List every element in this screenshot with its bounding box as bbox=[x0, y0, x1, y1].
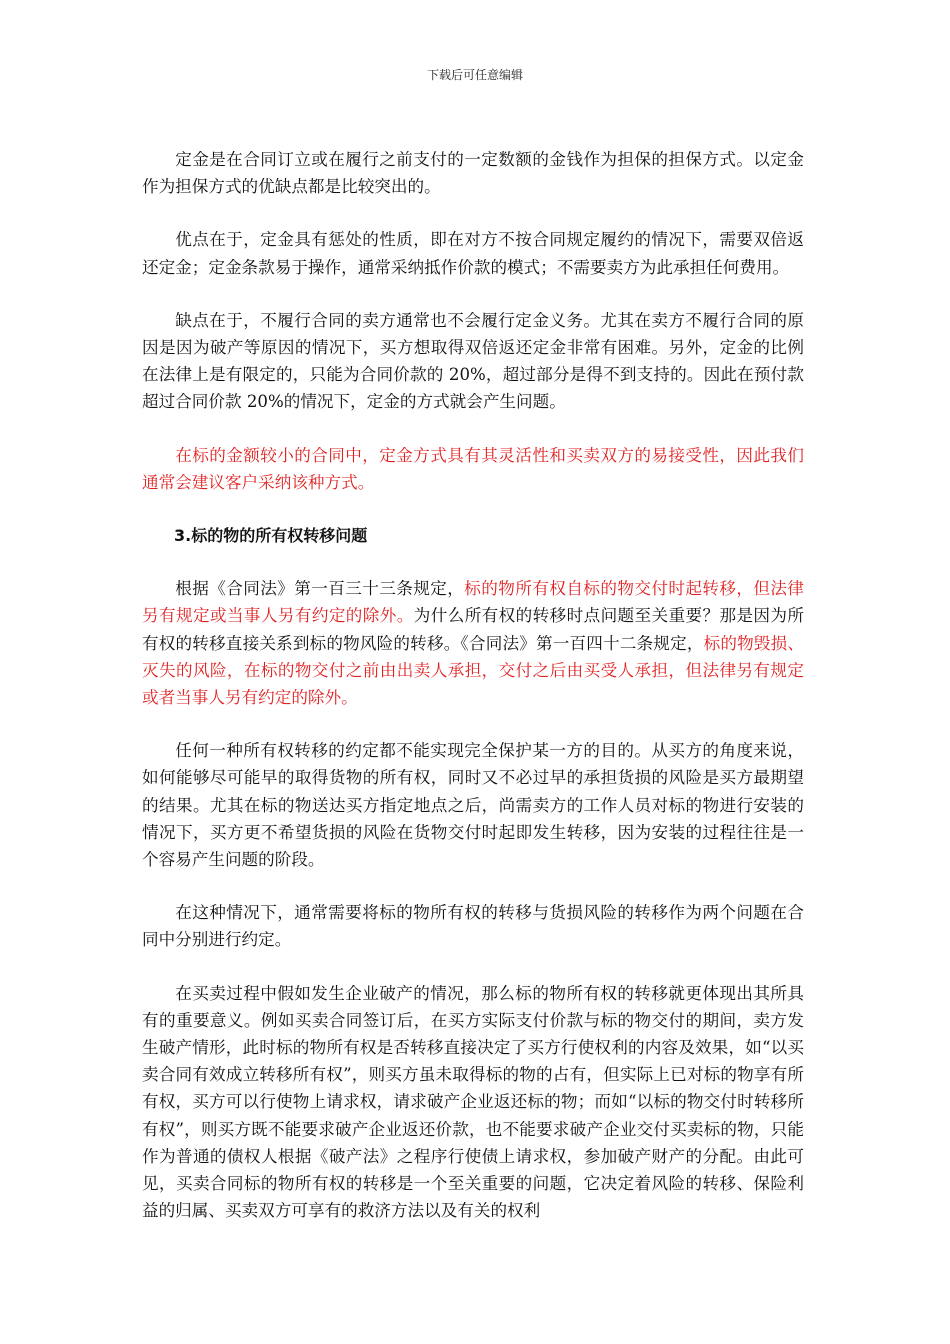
section-heading: 3.标的物的所有权转移问题 bbox=[174, 526, 368, 546]
text-segment: 优点在于，定金具有惩处的性质，即在对方不按合同规定履约的情况下，需要双倍返还定金；定金条款易于操作，通常采纳抵作价款的模式；不需要卖方为此承担任何费用。 bbox=[142, 230, 804, 277]
text-segment: 在标的金额较小的合同中，定金方式具有其灵活性和买卖双方的易接受性，因此我们通常会建议客户采纳该种方式。 bbox=[142, 445, 804, 492]
paragraph-group-deposit bbox=[142, 146, 804, 496]
text-segment: 标的物所有权自标的物交付时起转移，但法律另有规定或当事人另有约定的除外。 bbox=[142, 579, 805, 626]
paragraph-p6 bbox=[142, 737, 804, 873]
page-header: 下载后可任意编辑 bbox=[426, 68, 523, 82]
text-segment: 任何一种所有权转移的约定都不能实现完全保护某一方的目的。从买方的角度来说，如何能够尽可能早的取得货物的所有权，同时又不必过早的承担货损的风险是买方最期望的结果。尤其在标的物送达买方指定地点之后，尚需卖方的工作人员对标的物进行安装的情况下，买方更不希望货损的风险在货物交付时起即发生转移，因为安装的过程往往是一个容易产生问题的阶段。 bbox=[142, 741, 804, 870]
text-segment: 标的物毁损、灭失的风险，在标的物交付之前由出卖人承担，交付之后由买受人承担，但法律另有规定或者当事人另有约定的除外。 bbox=[142, 633, 804, 708]
text-segment: 为什么所有权的转移时点问题至关重要？那是因为所有权的转移直接关系到标的物风险的转移。《合同法》第一百四十二条规定， bbox=[142, 606, 804, 653]
paragraph-group-ownership bbox=[142, 575, 804, 1224]
paragraph-p3 bbox=[142, 307, 804, 416]
text-segment: 在这种情况下，通常需要将标的物所有权的转移与货损风险的转移作为两个问题在合同中分别进行约定。 bbox=[142, 903, 804, 950]
paragraph-p7 bbox=[142, 899, 804, 953]
document-body bbox=[142, 146, 804, 1251]
paragraph-p2 bbox=[142, 226, 804, 280]
paragraph-p1 bbox=[142, 146, 804, 200]
text-segment: 缺点在于，不履行合同的卖方通常也不会履行定金义务。尤其在卖方不履行合同的原因是因为破产等原因的情况下，买方想取得双倍返还定金非常有困难。另外，定金的比例在法律上是有限定的，只能为合同价款的 20%，超过部分是得不到支持的。因此在预付款超过合同价款 20%的情况下，定金的方式就会产生问题。 bbox=[142, 310, 804, 412]
text-segment: 在买卖过程中假如发生企业破产的情况，那么标的物所有权的转移就更体现出其所具有的重要意义。例如买卖合同签订后，在买方实际支付价款与标的物交付的期间，卖方发生破产情形，此时标的物所有权是否转移直接决定了买方行使权利的内容及效果，如“以买卖合同有效成立转移所有权”，则买方虽未取得标的物的占有，但实际上已对标的物享有所有权，买方可以行使物上请求权，请求破产企业返还标的物；而如“以标的物交付时转移所有权”，则买方既不能要求破产企业返还价款，也不能要求破产企业交付买卖标的物，只能作为普通的债权人根据《破产法》之程序行使债上请求权，参加破产财产的分配。由此可见，买卖合同标的物所有权的转移是一个至关重要的问题，它决定着风险的转移、保险利益的归属、买卖双方可享有的救济方法以及有关的权利 bbox=[142, 983, 804, 1221]
paragraph-p8 bbox=[142, 980, 804, 1225]
paragraph-p4 bbox=[142, 442, 804, 496]
text-segment: 根据《合同法》第一百三十三条规定， bbox=[175, 579, 465, 599]
paragraph-p5 bbox=[142, 575, 804, 711]
text-segment: 定金是在合同订立或在履行之前支付的一定数额的金钱作为担保的担保方式。以定金作为担保方式的优缺点都是比较突出的。 bbox=[142, 150, 804, 197]
